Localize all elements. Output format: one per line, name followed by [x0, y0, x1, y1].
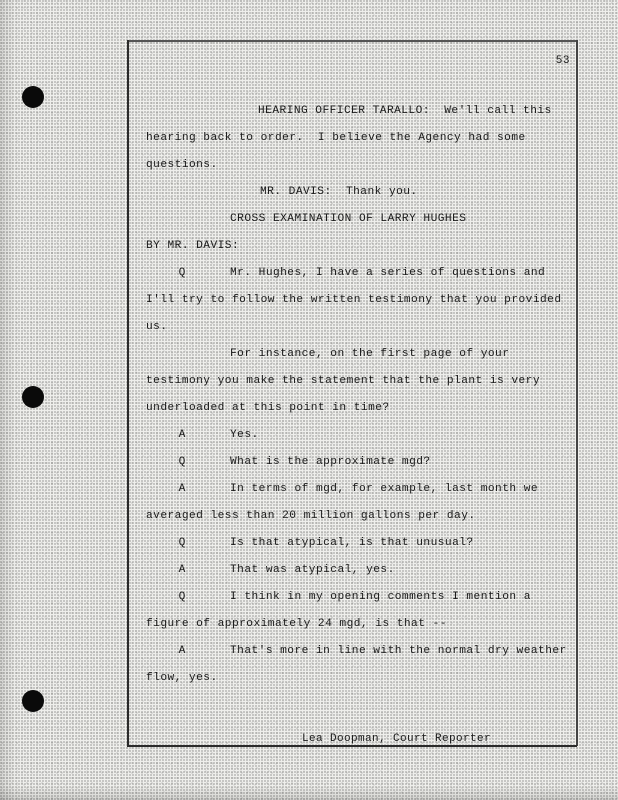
punch-hole-bottom	[22, 690, 44, 712]
transcript-line: averaged less than 20 million gallons per day.	[146, 510, 476, 522]
answer-marker: A	[178, 429, 186, 441]
transcript-line: I'll try to follow the written testimony that you provided	[146, 294, 562, 306]
page-border-right	[576, 40, 578, 746]
answer-marker: A	[178, 564, 186, 576]
answer-marker: A	[178, 645, 186, 657]
answer-marker: A	[178, 483, 186, 495]
page-bottom-shadow	[0, 786, 618, 800]
transcript-line: That's more in line with the normal dry weather	[230, 645, 567, 657]
question-marker: Q	[178, 456, 186, 468]
transcript-line: Yes.	[230, 429, 259, 441]
transcript-line: testimony you make the statement that the plant is very	[146, 375, 540, 387]
question-marker: Q	[178, 267, 186, 279]
transcript-line: flow, yes.	[146, 672, 218, 684]
examiner-line: BY MR. DAVIS:	[146, 240, 240, 252]
transcript-line: Is that atypical, is that unusual?	[230, 537, 474, 549]
question-marker: Q	[178, 591, 186, 603]
question-marker: Q	[178, 537, 186, 549]
transcript-line: MR. DAVIS: Thank you.	[260, 186, 418, 198]
transcript-line: Mr. Hughes, I have a series of questions and	[230, 267, 546, 279]
transcript-line: questions.	[146, 159, 218, 171]
transcript-line: underloaded at this point in time?	[146, 402, 390, 414]
transcript-line: That was atypical, yes.	[230, 564, 395, 576]
page-edge-shadow	[0, 0, 16, 800]
transcript-line: For instance, on the first page of your	[230, 348, 510, 360]
page-border-top	[127, 40, 577, 42]
section-heading: CROSS EXAMINATION OF LARRY HUGHES	[230, 213, 467, 225]
transcript-line: HEARING OFFICER TARALLO: We'll call this	[258, 105, 552, 117]
punch-hole-top	[22, 86, 44, 108]
punch-hole-middle	[22, 386, 44, 408]
transcript-line: In terms of mgd, for example, last month we	[230, 483, 539, 495]
page-number: 53	[555, 55, 570, 67]
transcript-line: What is the approximate mgd?	[230, 456, 431, 468]
transcript-line: I think in my opening comments I mention a	[230, 591, 531, 603]
transcript-line: figure of approximately 24 mgd, is that --	[146, 618, 447, 630]
page-border-left	[127, 40, 129, 746]
court-reporter-footer: Lea Doopman, Court Reporter	[302, 733, 492, 745]
transcript-line: hearing back to order. I believe the Agency had some	[146, 132, 526, 144]
transcript-line: us.	[146, 321, 168, 333]
